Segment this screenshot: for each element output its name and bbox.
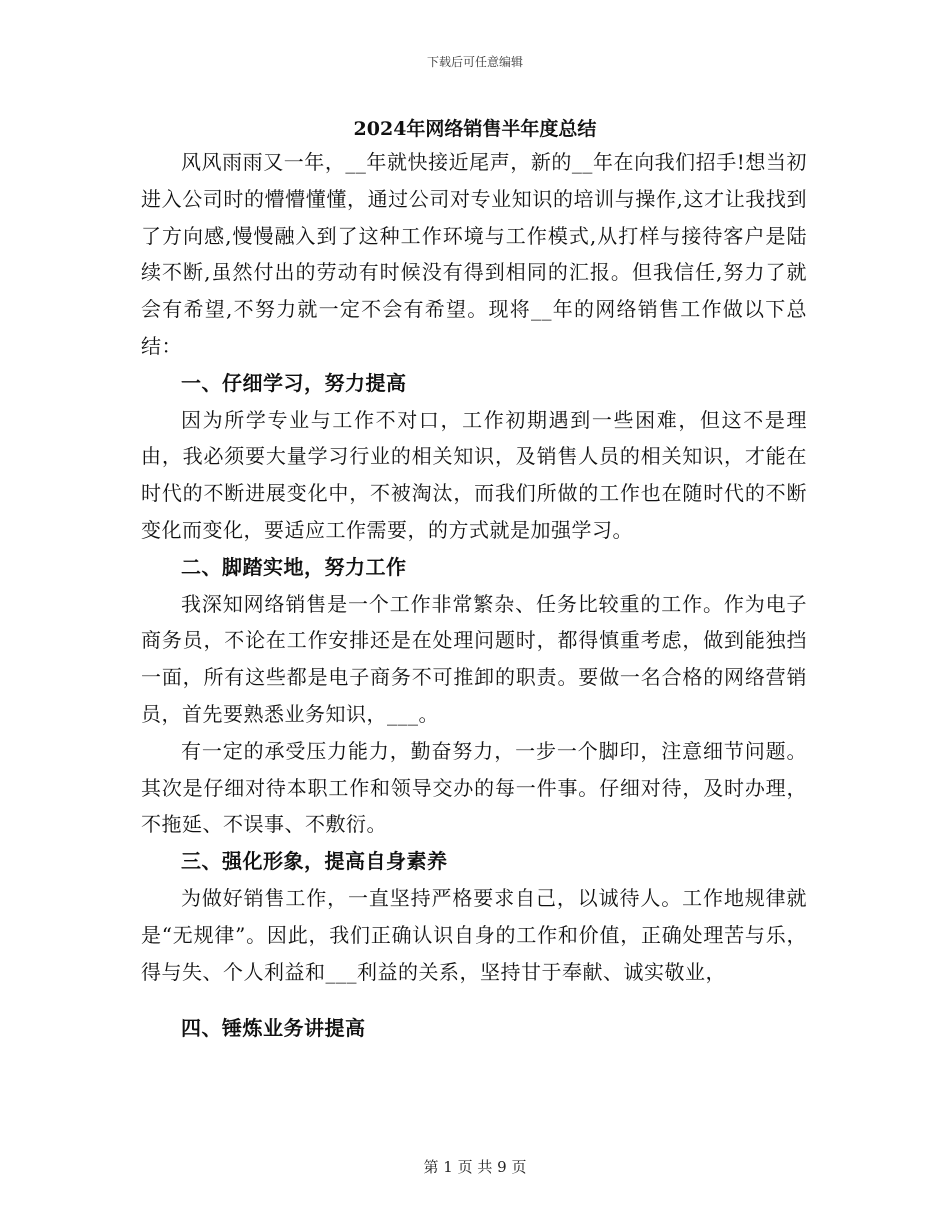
section-2-paragraph-2: 有一定的承受压力能力，勤奋努力，一步一个脚印，注意细节问题。其次是仔细对待本职工作和领导交办的每一件事。仔细对待，及时办理，不拖延、不误事、不敷衍。 xyxy=(141,738,807,837)
intro-paragraph: 风风雨雨又一年，__年就快接近尾声，新的__年在向我们招手!想当初进入公司时的懵懵懂懂，通过公司对专业知识的培训与操作,这才让我找到了方向感,慢慢融入到了这种工作环境与工作模式,从打样与接待客户是陆续不断,虽然付出的劳动有时候没有得到相同的汇报。但我信任,努力了就会有希望,不努力就一定不会有希望。现将__年的网络销售工作做以下总结： xyxy=(141,150,807,358)
document-body xyxy=(141,144,807,1047)
section-1-paragraph-1: 因为所学专业与工作不对口，工作初期遇到一些困难，但这不是理由，我必须要大量学习行业的相关知识，及销售人员的相关知识，才能在时代的不断进展变化中，不被淘汰，而我们所做的工作也在随时代的不断变化而变化，要适应工作需要，的方式就是加强学习。 xyxy=(141,407,807,542)
section-heading-1: 一、仔细学习，努力提高 xyxy=(181,370,407,395)
section-2-paragraph-1: 我深知网络销售是一个工作非常繁杂、任务比较重的工作。作为电子商务员，不论在工作安排还是在处理问题时，都得慎重考虑，做到能独挡一面，所有这些都是电子商务不可推卸的职责。要做一名合格的网络营销员，首先要熟悉业务知识，___。 xyxy=(141,591,807,726)
section-3-paragraph-1: 为做好销售工作，一直坚持严格要求自己，以诚待人。工作地规律就是“无规律”。因此，我们正确认识自身的工作和价值，正确处理苦与乐，得与失、个人利益和___利益的关系，坚持甘于奉献、诚实敬业， xyxy=(141,885,807,984)
page-number: 第 1 页 共 9 页 xyxy=(423,1158,527,1176)
section-heading-3: 三、强化形象，提高自身素养 xyxy=(181,849,448,874)
section-heading-2: 二、脚踏实地，努力工作 xyxy=(181,554,407,579)
section-heading-4: 四、锤炼业务讲提高 xyxy=(181,1016,366,1041)
document-title: 2024年网络销售半年度总结 xyxy=(353,118,597,140)
header-note: 下载后可任意编辑 xyxy=(426,55,523,69)
